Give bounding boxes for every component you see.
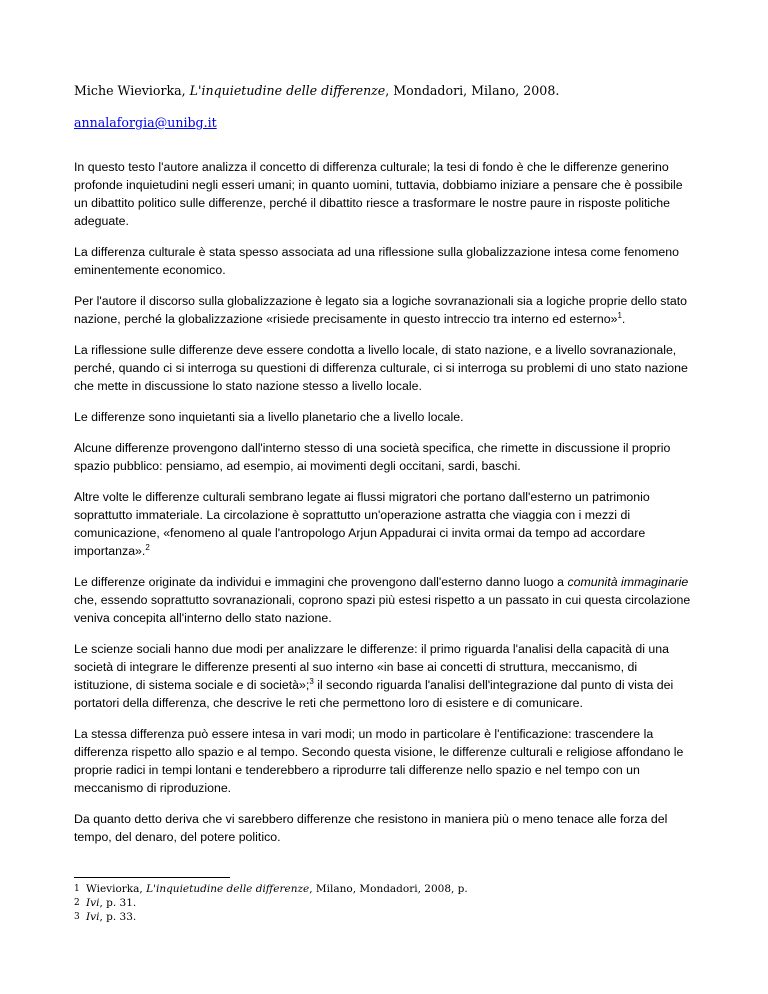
citation-header xyxy=(74,83,559,98)
footnotes xyxy=(74,882,468,924)
footnote-separator xyxy=(74,877,230,878)
footnote-ref-2[interactable]: 2 xyxy=(145,543,150,552)
citation-title: L'inquietudine delle differenze xyxy=(189,83,386,98)
footnote-3: 3 Ivi, p. 33. xyxy=(74,911,137,923)
email-link[interactable]: annalaforgia@unibg.it xyxy=(74,115,217,130)
footnote-ref-1[interactable]: 1 xyxy=(617,311,622,320)
emphasis-comunita: comunità immaginarie xyxy=(567,575,689,589)
citation-author: Miche Wieviorka, xyxy=(74,83,186,98)
body-text xyxy=(74,158,698,859)
footnote-1: 1 Wieviorka, L'inquietudine delle differenze, Milano, Mondadori, 2008, p. xyxy=(74,883,468,895)
paragraph-4: La riflessione sulle differenze deve essere condotta a livello locale, di stato nazione, e a livello sovranazionale, perché, quando ci si interroga su questioni di differenza culturale, ci si interroga su problemi di uno stato nazione che mette in discussione lo stato nazione stesso a livello locale. xyxy=(74,343,688,393)
paragraph-8: Le differenze originate da individui e immagini che provengono dall'esterno danno luogo a comunità immaginarie che, essendo soprattutto sovranazionali, coprono spazi più estesi rispetto a un passato in cui questa circolazione veniva concepita all'interno dello stato nazione. xyxy=(74,575,691,625)
paragraph-3: Per l'autore il discorso sulla globalizzazione è legato sia a logiche sovranazionali sia a logiche proprie dello stato nazione, perché la globalizzazione «risiede precisamente in questo intreccio tra interno ed esterno»$^1$. xyxy=(74,294,688,326)
paragraph-1: In questo testo l'autore analizza il concetto di differenza culturale; la tesi di fondo è che le differenze generino profonde inquietudini negli esseri umani; in quanto uomini, tuttavia, dobbiamo iniziare a pensare che è possibile un dibattito politico sulle differenze, perché il dibattito riesce a trasformare le nostre paure in risposte politiche adeguate. xyxy=(74,160,683,228)
footnote-ref-3[interactable]: 3 xyxy=(309,677,314,686)
footnote-2: 2 Ivi, p. 31. xyxy=(74,897,137,909)
citation-publisher: , Mondadori, Milano, 2008. xyxy=(385,83,560,98)
paragraph-11: Da quanto detto deriva che vi sarebbero differenze che resistono in maniera più o meno tenace alle forza del tempo, del denaro, del potere politico. xyxy=(74,812,668,844)
paragraph-6: Alcune differenze provengono dall'interno stesso di una società specifica, che rimette in discussione il proprio spazio pubblico: pensiamo, ad esempio, ai movimenti degli occitani, sardi, baschi. xyxy=(74,441,671,473)
paragraph-5: Le differenze sono inquietanti sia a livello planetario che a livello locale. xyxy=(74,410,464,424)
paragraph-9: Le scienze sociali hanno due modi per analizzare le differenze: il primo riguarda l'analisi della capacità di una società di integrare le differenze presenti al suo interno «in base ai concetti di struttura, meccanismo, di istituzione, di sistema sociale e di società»;$^3$ il secondo riguarda l'analisi dell'integrazione dal punto di vista dei portatori della differenza, che descrive le reti che permettono loro di esistere e di comunicare. xyxy=(74,642,674,710)
paragraph-2: La differenza culturale è stata spesso associata ad una riflessione sulla globalizzazione intesa come fenomeno eminentemente economico. xyxy=(74,245,679,277)
paragraph-7: Altre volte le differenze culturali sembrano legate ai flussi migratori che portano dall'esterno un patrimonio soprattutto immateriale. La circolazione è soprattutto un'operazione astratta che viaggia con i mezzi di comunicazione, «fenomeno al quale l'antropologo Arjun Appadurai ci invita ormai da tempo ad accordare importanza».$^2$ xyxy=(74,490,650,558)
paragraph-10: La stessa differenza può essere intesa in vari modi; un modo in particolare è l'entificazione: trascendere la differenza rispetto allo spazio e al tempo. Secondo questa visione, le differenze culturali e religiose affondano le proprie radici in tempi lontani e tenderebbero a riprodurre tali differenze nello spazio e nel tempo con un meccanismo di riproduzione. xyxy=(74,727,684,795)
